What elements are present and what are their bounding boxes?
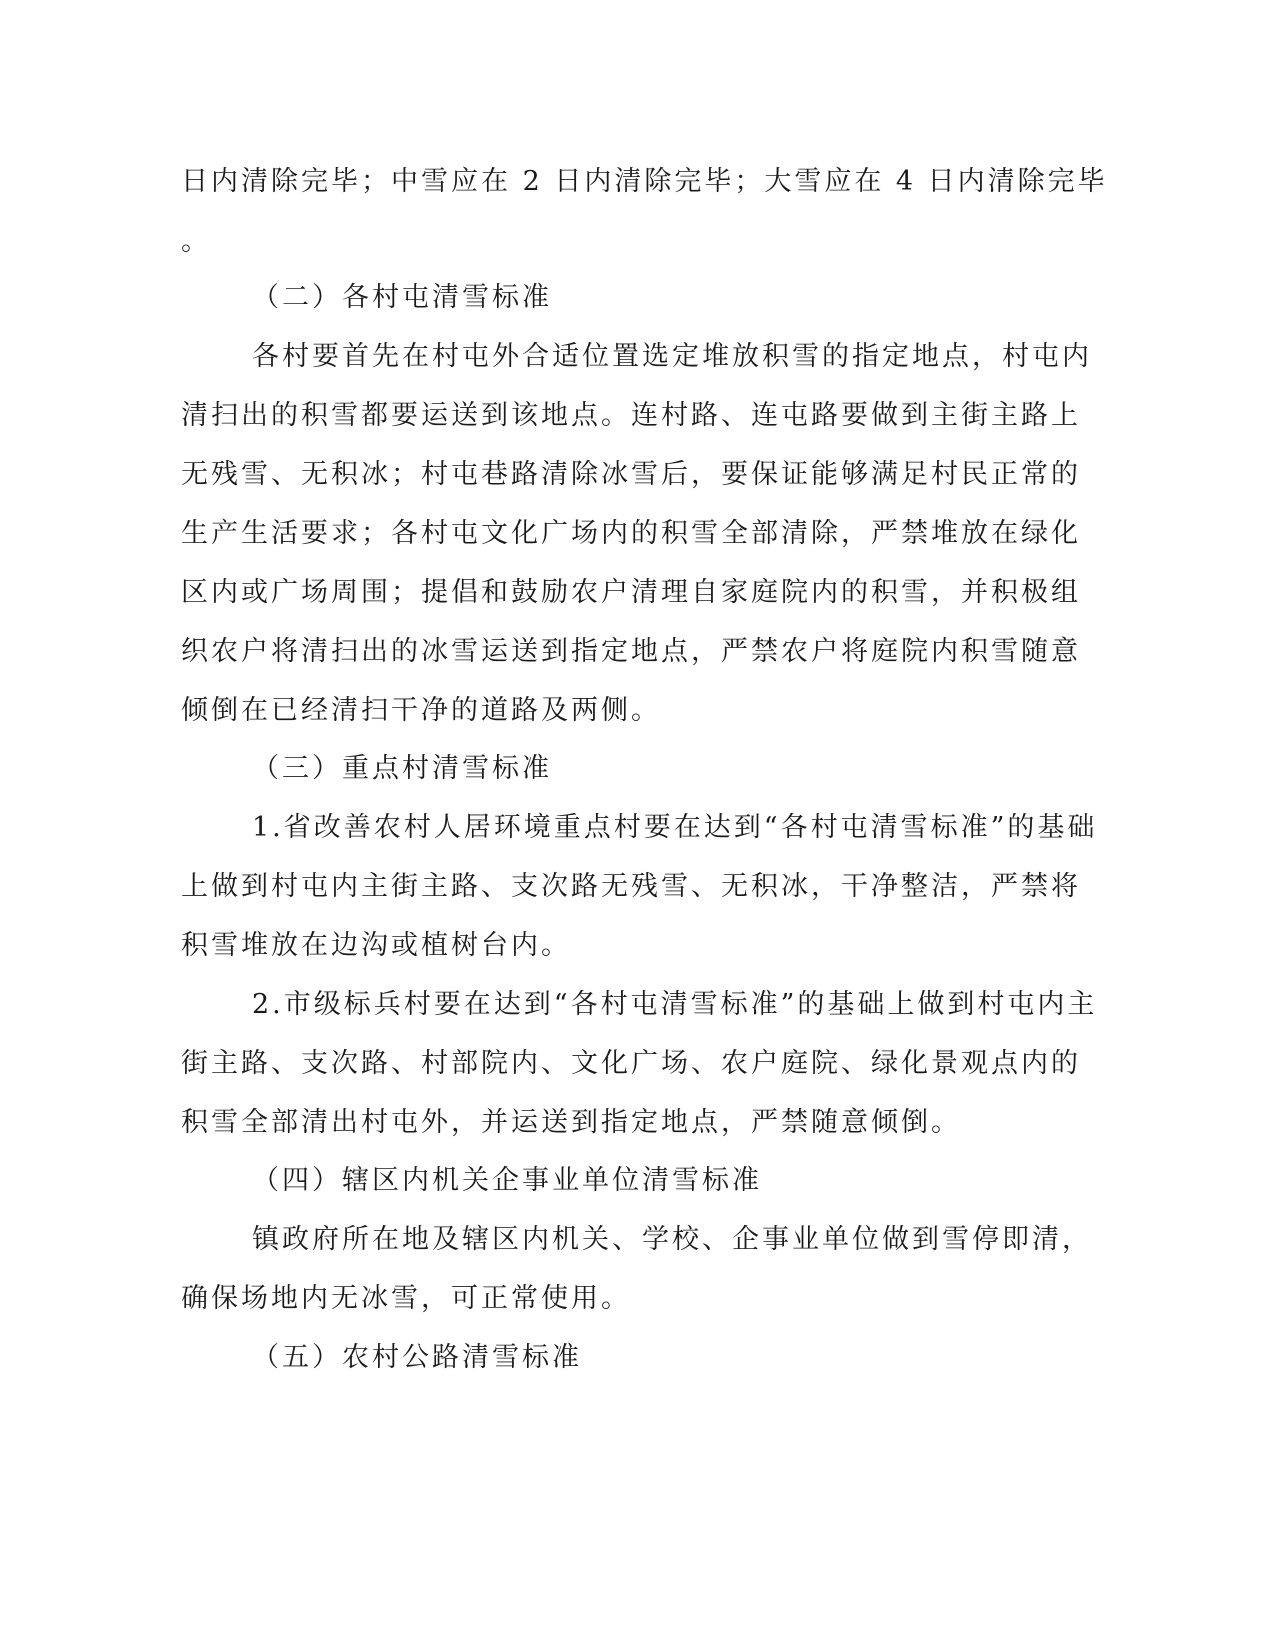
text-line: 确保场地内无冰雪，可正常使用。 bbox=[181, 1283, 631, 1314]
text-line: 2.市级标兵村要在达到“各村屯清雪标准”的基础上做到村屯内主 bbox=[252, 989, 1098, 1020]
section-heading: （四）辖区内机关企事业单位清雪标准 bbox=[252, 1165, 762, 1196]
text-line: 日内清除完毕；中雪应在 2 日内清除完毕；大雪应在 4 日内清除完毕 bbox=[181, 166, 1108, 197]
text-line: 镇政府所在地及辖区内机关、学校、企事业单位做到雪停即清， bbox=[252, 1224, 1092, 1255]
text-line: 织农户将清扫出的冰雪运送到指定地点，严禁农户将庭院内积雪随意 bbox=[181, 636, 1081, 667]
text-line: 生产生活要求；各村屯文化广场内的积雪全部清除，严禁堆放在绿化 bbox=[181, 518, 1081, 549]
section-heading: （五）农村公路清雪标准 bbox=[252, 1342, 582, 1373]
section-heading: （三）重点村清雪标准 bbox=[252, 753, 552, 784]
section-heading: （二）各村屯清雪标准 bbox=[252, 282, 552, 313]
text-line: 倾倒在已经清扫干净的道路及两侧。 bbox=[181, 695, 661, 726]
text-line: 无残雪、无积冰；村屯巷路清除冰雪后，要保证能够满足村民正常的 bbox=[181, 459, 1081, 490]
text-line: 1.省改善农村人居环境重点村要在达到“各村屯清雪标准”的基础 bbox=[252, 812, 1098, 843]
text-line: 区内或广场周围；提倡和鼓励农户清理自家庭院内的积雪，并积极组 bbox=[181, 577, 1081, 608]
text-line: 清扫出的积雪都要运送到该地点。连村路、连屯路要做到主街主路上 bbox=[181, 400, 1081, 431]
text-line: 积雪全部清出村屯外，并运送到指定地点，严禁随意倾倒。 bbox=[181, 1107, 961, 1138]
text-line: 积雪堆放在边沟或植树台内。 bbox=[181, 930, 571, 961]
text-line: 各村要首先在村屯外合适位置选定堆放积雪的指定地点，村屯内 bbox=[252, 341, 1092, 372]
text-line: 街主路、支次路、村部院内、文化广场、农户庭院、绿化景观点内的 bbox=[181, 1048, 1081, 1079]
text-line: 。 bbox=[181, 226, 211, 257]
text-line: 上做到村屯内主街主路、支次路无残雪、无积冰，干净整洁，严禁将 bbox=[181, 871, 1081, 902]
